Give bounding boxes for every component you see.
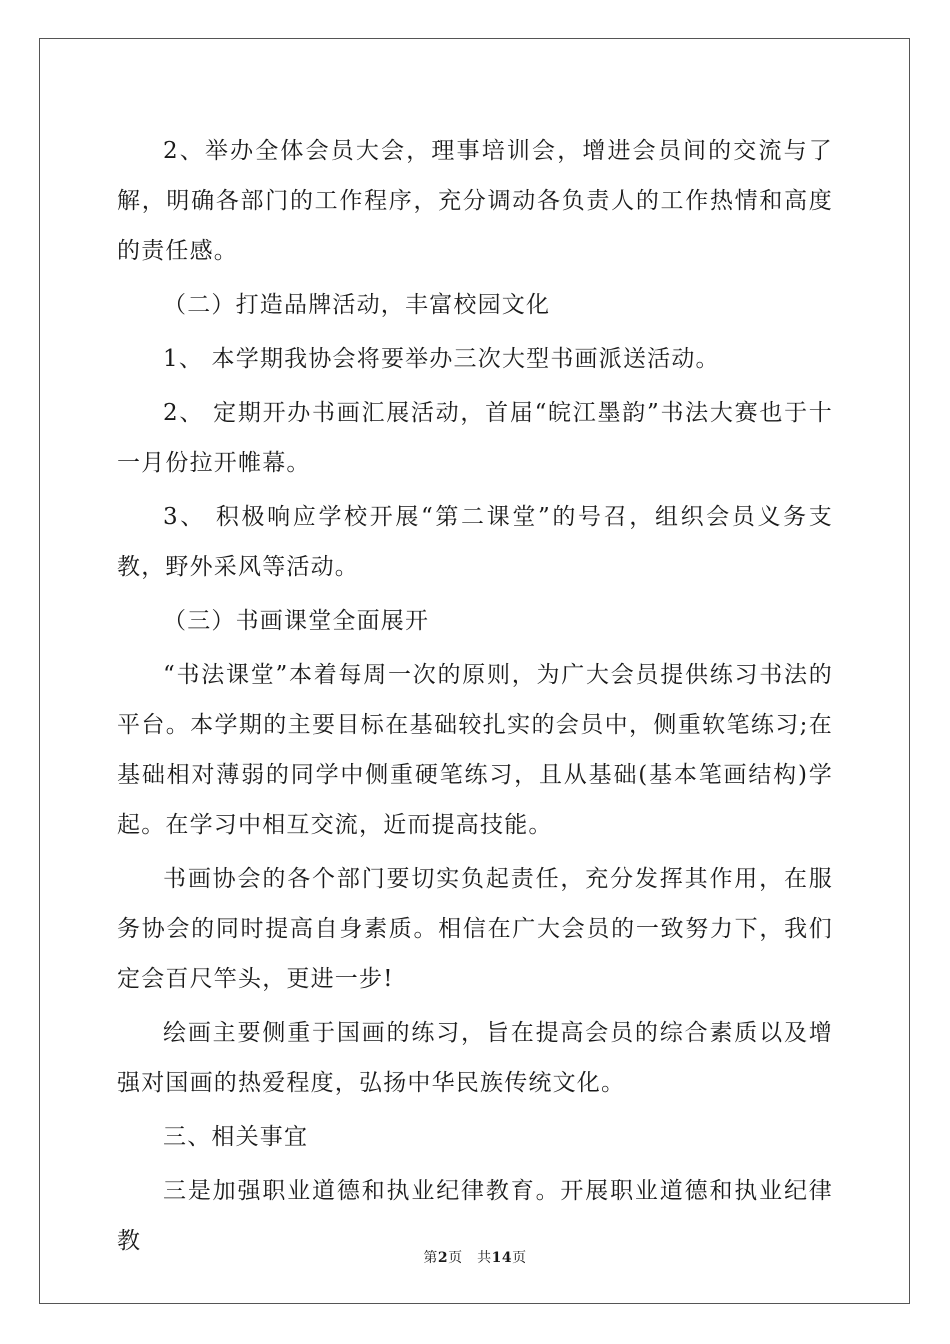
section-heading-related-matters: 三、相关事宜 (163, 1124, 309, 1150)
paragraph-item-2: 2、举办全体会员大会，理事培训会，增进会员间的交流与了解，明确各部门的工作程序，充分调动各负责人的工作热情和高度的责任感。 (117, 138, 833, 264)
paragraph-departments: 书画协会的各个部门要切实负起责任，充分发挥其作用，在服务协会的同时提高自身素质。相信在广大会员的一致努力下，我们定会百尺竿头，更进一步! (117, 866, 833, 992)
list-item-2: 2、 定期开办书画汇展活动，首届“皖江墨韵”书法大赛也于十一月份拉开帷幕。 (117, 400, 833, 476)
total-page-number: 14 (491, 1250, 513, 1266)
footer-suffix: 页 (512, 1250, 527, 1266)
footer-prefix: 第 (423, 1250, 438, 1266)
current-page-number: 2 (437, 1250, 449, 1266)
document-body (117, 126, 833, 1266)
list-item-3: 3、 积极响应学校开展“第二课堂”的号召，组织会员义务支教，野外采风等活动。 (117, 504, 833, 580)
paragraph-painting: 绘画主要侧重于国画的练习，旨在提高会员的综合素质以及增强对国画的热爱程度，弘扬中华民族传统文化。 (117, 1020, 833, 1096)
list-item-1: 1、 本学期我协会将要举办三次大型书画派送活动。 (163, 346, 720, 372)
page-footer (0, 1247, 950, 1267)
footer-mid: 页 共 (448, 1250, 492, 1266)
paragraph-ethics: 三是加强职业道德和执业纪律教育。开展职业道德和执业纪律教 (117, 1178, 833, 1254)
paragraph-calligraphy-class: “书法课堂”本着每周一次的原则，为广大会员提供练习书法的平台。本学期的主要目标在基础较扎实的会员中，侧重软笔练习;在基础相对薄弱的同学中侧重硬笔练习，且从基础(基本笔画结构)学起。在学习中相互交流，近而提高技能。 (117, 662, 833, 838)
section-heading-2: （二）打造品牌活动，丰富校园文化 (163, 292, 551, 318)
section-heading-3: （三）书画课堂全面展开 (163, 608, 430, 634)
